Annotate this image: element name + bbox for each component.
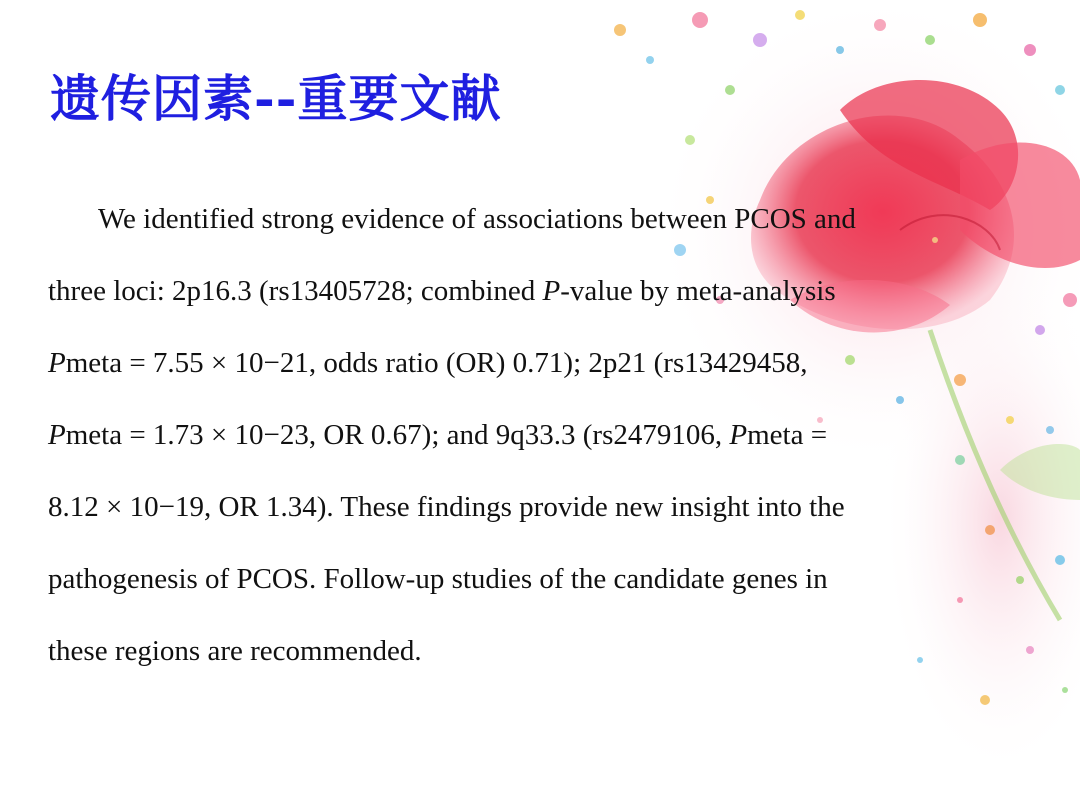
italic-p: P bbox=[48, 347, 66, 379]
paragraph-line-2 bbox=[48, 261, 978, 333]
paragraph-line-4 bbox=[48, 405, 978, 477]
text-run: We identified strong evidence of associations between PCOS and bbox=[98, 203, 856, 235]
italic-p: P bbox=[729, 419, 748, 451]
paragraph-line-5 bbox=[48, 477, 978, 549]
text-run: meta = bbox=[747, 419, 828, 451]
paragraph-line-1 bbox=[48, 189, 978, 261]
text-run: -value by meta-analysis bbox=[560, 275, 836, 307]
italic-p: P bbox=[48, 419, 66, 451]
slide-title: 遗传因素--重要文献 bbox=[50, 69, 502, 128]
abstract-paragraph bbox=[48, 189, 978, 693]
text-run: 8.12 × 10−19, OR 1.34). These findings provide new insight into the bbox=[48, 491, 845, 523]
text-run: these regions are recommended. bbox=[48, 635, 422, 667]
paragraph-line-3 bbox=[48, 333, 978, 405]
text-run: three loci: 2p16.3 (rs13405728; combined bbox=[48, 275, 543, 307]
text-run: meta = 7.55 × 10−21, odds ratio (OR) 0.71); 2p21 (rs13429458, bbox=[65, 347, 808, 379]
text-run bbox=[48, 261, 836, 333]
text-run: pathogenesis of PCOS. Follow-up studies of the candidate genes in bbox=[48, 563, 828, 595]
text-run: meta = 1.73 × 10−23, OR 0.67); and 9q33.3 (rs2479106, bbox=[65, 419, 730, 451]
paragraph-line-7 bbox=[48, 621, 978, 693]
italic-p: P bbox=[542, 275, 561, 307]
paragraph-line-6 bbox=[48, 549, 978, 621]
